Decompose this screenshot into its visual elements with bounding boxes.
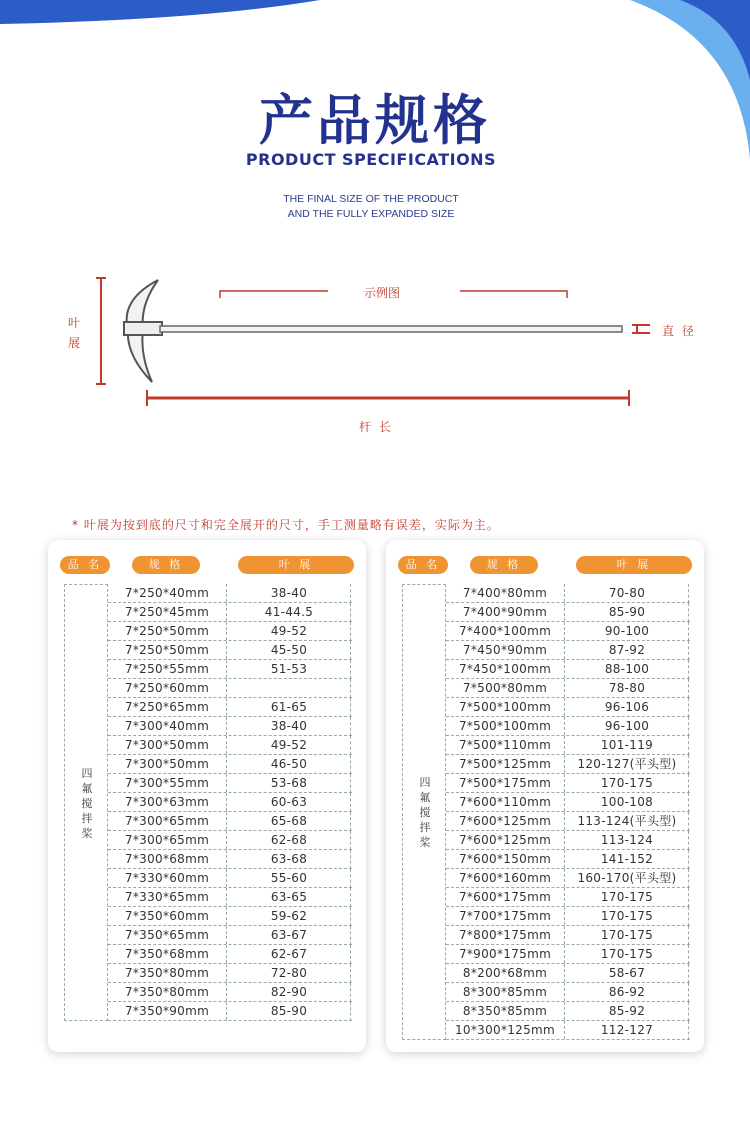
blade-span-cell: 55-60 xyxy=(226,869,351,887)
table-row xyxy=(446,603,690,622)
table-row xyxy=(108,926,352,945)
table-row xyxy=(446,679,690,698)
table-row xyxy=(446,622,690,641)
header-spec: 规 格 xyxy=(470,556,538,574)
spec-cell: 7*600*150mm xyxy=(458,852,552,866)
blade-span-cell: 141-152 xyxy=(564,850,689,868)
blade-span-cell: 49-52 xyxy=(226,736,351,754)
table-row xyxy=(446,698,690,717)
header-product-name: 品 名 xyxy=(60,556,110,574)
table-row xyxy=(446,945,690,964)
blade-span-cell: 51-53 xyxy=(226,660,351,678)
spec-cell: 7*600*110mm xyxy=(458,795,552,809)
spec-cell: 7*350*80mm xyxy=(124,966,210,980)
blade-span-cell: 45-50 xyxy=(226,641,351,659)
product-name-cell xyxy=(64,584,108,1021)
page-title-english: PRODUCT SPECIFICATIONS xyxy=(245,150,497,169)
table-row xyxy=(446,964,690,983)
blade-span-cell: 96-100 xyxy=(564,717,689,735)
spec-cell: 7*700*175mm xyxy=(458,909,552,923)
table-row xyxy=(108,888,352,907)
spec-table-left xyxy=(48,540,366,1052)
diameter-label: 直 径 xyxy=(662,324,696,338)
table-row xyxy=(108,736,352,755)
blade-span-cell: 87-92 xyxy=(564,641,689,659)
spec-cell: 8*300*85mm xyxy=(462,985,548,999)
blade-span-cell: 120-127(平头型) xyxy=(564,755,689,773)
spec-cell: 7*250*40mm xyxy=(124,586,210,600)
spec-cell: 7*800*175mm xyxy=(458,928,552,942)
table-row xyxy=(446,641,690,660)
table-row xyxy=(108,964,352,983)
table-row xyxy=(108,983,352,1002)
spec-cell: 10*300*125mm xyxy=(454,1023,556,1037)
header-blade-span: 叶 展 xyxy=(576,556,692,574)
header-spec: 规 格 xyxy=(132,556,200,574)
spec-cell: 7*500*125mm xyxy=(458,757,552,771)
spec-cell: 7*400*90mm xyxy=(462,605,548,619)
spec-cell: 7*500*80mm xyxy=(462,681,548,695)
spec-cell: 7*300*50mm xyxy=(124,757,210,771)
spec-cell: 7*500*175mm xyxy=(458,776,552,790)
spec-cell: 7*600*175mm xyxy=(458,890,552,904)
table-row xyxy=(446,926,690,945)
blade-span-cell: 49-52 xyxy=(226,622,351,640)
blade-span-cell: 112-127 xyxy=(564,1021,689,1039)
table-row xyxy=(108,831,352,850)
spec-cell: 7*250*60mm xyxy=(124,681,210,695)
table-row xyxy=(446,793,690,812)
blade-span-cell: 46-50 xyxy=(226,755,351,773)
spec-cell: 7*250*50mm xyxy=(124,643,210,657)
table-row xyxy=(108,850,352,869)
table-row xyxy=(446,1021,690,1040)
blade-span-cell: 63-68 xyxy=(226,850,351,868)
table-row xyxy=(108,755,352,774)
table-row xyxy=(108,584,352,603)
measurement-note: * 叶展为按到底的尺寸和完全展开的尺寸，手工测量略有误差，实际为主。 xyxy=(72,518,500,532)
table-row xyxy=(108,907,352,926)
blade-span-cell: 70-80 xyxy=(564,584,689,602)
table-row xyxy=(446,983,690,1002)
table-row xyxy=(446,888,690,907)
spec-cell: 7*500*100mm xyxy=(458,700,552,714)
table-row xyxy=(108,698,352,717)
blade-span-cell: 170-175 xyxy=(564,926,689,944)
spec-cell: 7*300*65mm xyxy=(124,833,210,847)
subtitle-line-1: THE FINAL SIZE OF THE PRODUCT xyxy=(283,193,459,205)
table-row xyxy=(108,641,352,660)
table-row xyxy=(446,831,690,850)
blade-span-cell: 62-68 xyxy=(226,831,351,849)
spec-cell: 7*450*100mm xyxy=(458,662,552,676)
blade-span-cell: 100-108 xyxy=(564,793,689,811)
spec-cell: 7*350*90mm xyxy=(124,1004,210,1018)
table-row xyxy=(108,945,352,964)
blade-span-cell: 58-67 xyxy=(564,964,689,982)
spec-cell: 7*250*45mm xyxy=(124,605,210,619)
blade-span-label: 叶 展 xyxy=(68,316,81,350)
blade-span-cell: 90-100 xyxy=(564,622,689,640)
table-row xyxy=(108,622,352,641)
table-row xyxy=(108,869,352,888)
blade-span-cell: 61-65 xyxy=(226,698,351,716)
blade-span-cell: 38-40 xyxy=(226,584,351,602)
spec-cell: 7*330*65mm xyxy=(124,890,210,904)
table-row xyxy=(108,603,352,622)
blade-span-cell: 72-80 xyxy=(226,964,351,982)
spec-cell: 8*200*68mm xyxy=(462,966,548,980)
table-row xyxy=(446,584,690,603)
blade-span-cell: 85-92 xyxy=(564,1002,689,1020)
spec-cell: 7*300*40mm xyxy=(124,719,210,733)
blade-span-cell: 113-124(平头型) xyxy=(564,812,689,830)
product-name-text: 四 氟 搅 拌 桨 xyxy=(419,776,431,849)
spec-cell: 7*500*100mm xyxy=(458,719,552,733)
table-row xyxy=(446,1002,690,1021)
table-row xyxy=(446,812,690,831)
example-label: 示例图 xyxy=(364,286,401,300)
spec-cell: 7*300*65mm xyxy=(124,814,210,828)
blade-span-cell: 85-90 xyxy=(226,1002,351,1020)
blade-span-cell: 60-63 xyxy=(226,793,351,811)
blade-span-cell: 88-100 xyxy=(564,660,689,678)
blade-span-cell: 65-68 xyxy=(226,812,351,830)
blade-span-cell: 41-44.5 xyxy=(226,603,351,621)
blade-span-cell: 170-175 xyxy=(564,888,689,906)
spec-cell: 7*250*65mm xyxy=(124,700,210,714)
spec-cell: 7*330*60mm xyxy=(124,871,210,885)
spec-cell: 7*400*100mm xyxy=(458,624,552,638)
table-row xyxy=(108,774,352,793)
table-row xyxy=(108,793,352,812)
table-row xyxy=(108,660,352,679)
table-row xyxy=(446,660,690,679)
spec-cell: 7*500*110mm xyxy=(458,738,552,752)
header-product-name: 品 名 xyxy=(398,556,448,574)
spec-table-right xyxy=(386,540,704,1052)
table-row xyxy=(446,755,690,774)
blade-span-cell: 96-106 xyxy=(564,698,689,716)
blade-span-cell: 113-124 xyxy=(564,831,689,849)
blade-span-cell: 86-92 xyxy=(564,983,689,1001)
spec-cell: 7*300*55mm xyxy=(124,776,210,790)
spec-cell: 7*600*125mm xyxy=(458,814,552,828)
spec-cell: 7*250*55mm xyxy=(124,662,210,676)
spec-cell: 7*350*80mm xyxy=(124,985,210,999)
blade-span-cell: 170-175 xyxy=(564,945,689,963)
blade-span-cell: 63-65 xyxy=(226,888,351,906)
product-name-text: 四 氟 搅 拌 桨 xyxy=(81,766,93,840)
blade-span-cell: 53-68 xyxy=(226,774,351,792)
subtitle-line-2: AND THE FULLY EXPANDED SIZE xyxy=(287,208,455,220)
spec-cell: 7*300*63mm xyxy=(124,795,210,809)
blade-span-cell: 62-67 xyxy=(226,945,351,963)
spec-cell: 7*300*50mm xyxy=(124,738,210,752)
blade-span-cell: 82-90 xyxy=(226,983,351,1001)
spec-cell: 7*450*90mm xyxy=(462,643,548,657)
blade-span-cell: 170-175 xyxy=(564,774,689,792)
rod-length-label: 杆 长 xyxy=(359,420,393,434)
table-row xyxy=(446,869,690,888)
blade-span-cell: 63-67 xyxy=(226,926,351,944)
spec-cell: 7*900*175mm xyxy=(458,947,552,961)
table-row xyxy=(446,736,690,755)
table-row xyxy=(446,850,690,869)
table-row xyxy=(108,1002,352,1021)
table-row xyxy=(108,812,352,831)
table-row xyxy=(108,717,352,736)
table-row xyxy=(446,717,690,736)
spec-cell: 7*600*125mm xyxy=(458,833,552,847)
blade-span-cell: 160-170(平头型) xyxy=(564,869,689,887)
table-row xyxy=(108,679,352,698)
spec-cell: 7*350*65mm xyxy=(124,928,210,942)
spec-cell: 7*350*68mm xyxy=(124,947,210,961)
product-name-cell xyxy=(402,584,446,1040)
blade-span-cell: 85-90 xyxy=(564,603,689,621)
table-row xyxy=(446,907,690,926)
spec-cell: 7*600*160mm xyxy=(458,871,552,885)
blade-span-cell: 59-62 xyxy=(226,907,351,925)
spec-cell: 7*350*60mm xyxy=(124,909,210,923)
spec-cell: 8*350*85mm xyxy=(462,1004,548,1018)
blade-span-cell: 38-40 xyxy=(226,717,351,735)
corner-decoration-left xyxy=(0,0,320,30)
page-title: 产品规格 xyxy=(259,89,491,152)
table-row xyxy=(446,774,690,793)
blade-span-cell: 170-175 xyxy=(564,907,689,925)
spec-cell: 7*300*68mm xyxy=(124,852,210,866)
header-blade-span: 叶 展 xyxy=(238,556,354,574)
blade-span-cell: 101-119 xyxy=(564,736,689,754)
blade-span-cell xyxy=(226,679,351,697)
spec-cell: 7*400*80mm xyxy=(462,586,548,600)
subtitle xyxy=(0,192,742,222)
blade-span-cell: 78-80 xyxy=(564,679,689,697)
spec-cell: 7*250*50mm xyxy=(124,624,210,638)
